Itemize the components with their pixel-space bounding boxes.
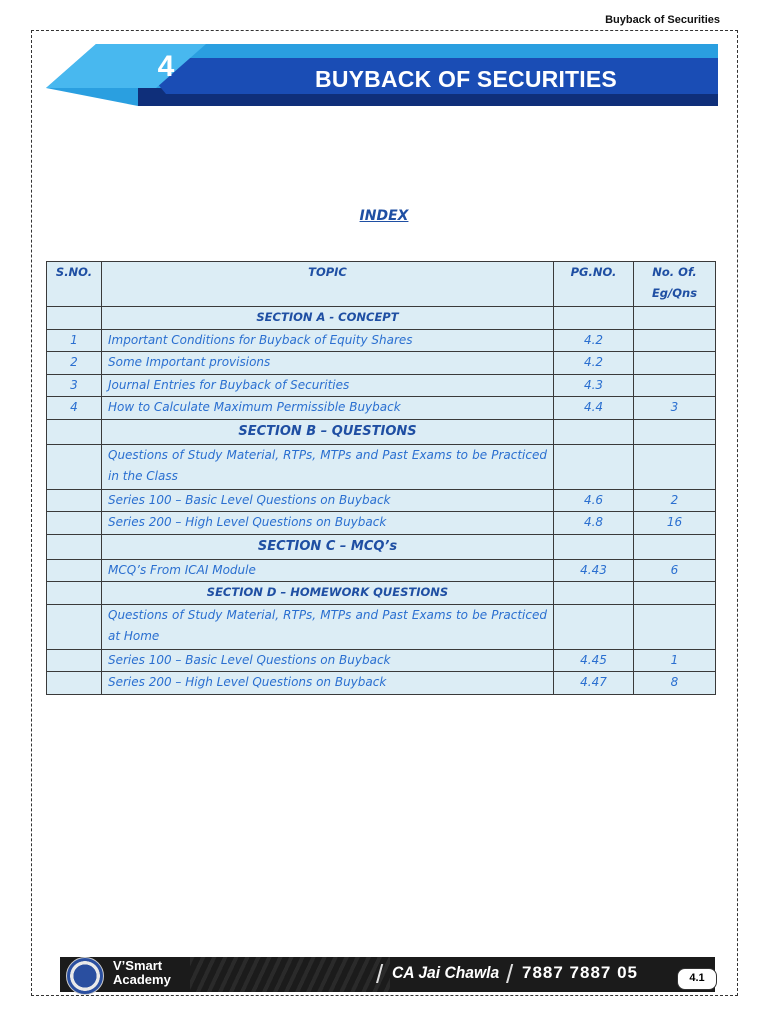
row-pg: 4.3 bbox=[554, 374, 634, 397]
section-c-row bbox=[47, 534, 716, 559]
page-footer bbox=[60, 957, 715, 992]
row-pg: 4.4 bbox=[554, 397, 634, 420]
section-a-title: SECTION A - CONCEPT bbox=[102, 307, 554, 330]
row-topic: Series 100 – Basic Level Questions on Buyback bbox=[102, 649, 554, 672]
page-number: 4.1 bbox=[677, 968, 717, 990]
row-pg: 4.43 bbox=[554, 559, 634, 582]
row-topic: Series 200 – High Level Questions on Buyback bbox=[102, 672, 554, 695]
academy-name bbox=[113, 959, 233, 987]
row-count: 3 bbox=[634, 397, 716, 420]
header-sno: S.NO. bbox=[47, 262, 102, 307]
table-row bbox=[47, 397, 716, 420]
row-sno: 4 bbox=[47, 397, 102, 420]
row-pg: 4.6 bbox=[554, 489, 634, 512]
row-count: 8 bbox=[634, 672, 716, 695]
row-count bbox=[634, 329, 716, 352]
chapter-number: 4 bbox=[157, 50, 175, 83]
row-topic: How to Calculate Maximum Permissible Buyback bbox=[102, 397, 554, 420]
row-count: 1 bbox=[634, 649, 716, 672]
academy-line-2: Academy bbox=[113, 972, 171, 987]
slash-divider-icon: / bbox=[506, 959, 514, 989]
header-topic: TOPIC bbox=[102, 262, 554, 307]
row-sno: 2 bbox=[47, 352, 102, 375]
section-d-title: SECTION D – HOMEWORK QUESTIONS bbox=[102, 582, 554, 605]
row-topic: Journal Entries for Buyback of Securities bbox=[102, 374, 554, 397]
table-row bbox=[47, 444, 716, 489]
row-pg: 4.2 bbox=[554, 329, 634, 352]
table-row bbox=[47, 672, 716, 695]
row-topic: Series 100 – Basic Level Questions on Buyback bbox=[102, 489, 554, 512]
table-row bbox=[47, 329, 716, 352]
academy-line-1: V’Smart bbox=[113, 958, 163, 973]
row-topic: Some Important provisions bbox=[102, 352, 554, 375]
row-pg: 4.45 bbox=[554, 649, 634, 672]
section-b-row bbox=[47, 419, 716, 444]
table-row bbox=[47, 604, 716, 649]
row-count: 6 bbox=[634, 559, 716, 582]
header-pg: PG.NO. bbox=[554, 262, 634, 307]
table-row bbox=[47, 374, 716, 397]
section-d-row bbox=[47, 582, 716, 605]
row-count: 16 bbox=[634, 512, 716, 535]
table-row bbox=[47, 352, 716, 375]
instructor-name: CA Jai Chawla bbox=[392, 963, 500, 982]
header-count: No. Of. Eg/Qns bbox=[634, 262, 716, 307]
row-topic: MCQ’s From ICAI Module bbox=[102, 559, 554, 582]
chapter-title: BUYBACK OF SECURITIES bbox=[315, 66, 617, 92]
chapter-banner bbox=[46, 44, 718, 106]
index-table bbox=[46, 261, 716, 695]
table-row bbox=[47, 649, 716, 672]
academy-seal-icon bbox=[66, 957, 104, 995]
row-count bbox=[634, 352, 716, 375]
table-header-row bbox=[47, 262, 716, 307]
row-pg: 4.47 bbox=[554, 672, 634, 695]
table-row bbox=[47, 489, 716, 512]
row-sno: 1 bbox=[47, 329, 102, 352]
row-topic: Series 200 – High Level Questions on Buyback bbox=[102, 512, 554, 535]
section-a-row bbox=[47, 307, 716, 330]
row-topic: Important Conditions for Buyback of Equity Shares bbox=[102, 329, 554, 352]
row-pg: 4.8 bbox=[554, 512, 634, 535]
phone-number: 7887 7887 05 bbox=[522, 963, 638, 982]
running-header: Buyback of Securities bbox=[605, 14, 720, 26]
row-pg: 4.2 bbox=[554, 352, 634, 375]
table-row bbox=[47, 512, 716, 535]
section-b-title: SECTION B – QUESTIONS bbox=[102, 419, 554, 444]
row-sno: 3 bbox=[47, 374, 102, 397]
row-count: 2 bbox=[634, 489, 716, 512]
table-row bbox=[47, 559, 716, 582]
section-b-intro: Questions of Study Material, RTPs, MTPs and Past Exams to be Practiced in the Class bbox=[102, 444, 554, 489]
slash-divider-icon: / bbox=[376, 959, 384, 989]
index-title: INDEX bbox=[359, 208, 409, 224]
section-d-intro: Questions of Study Material, RTPs, MTPs and Past Exams to be Practiced at Home bbox=[102, 604, 554, 649]
section-c-title: SECTION C – MCQ’s bbox=[102, 534, 554, 559]
row-count bbox=[634, 374, 716, 397]
